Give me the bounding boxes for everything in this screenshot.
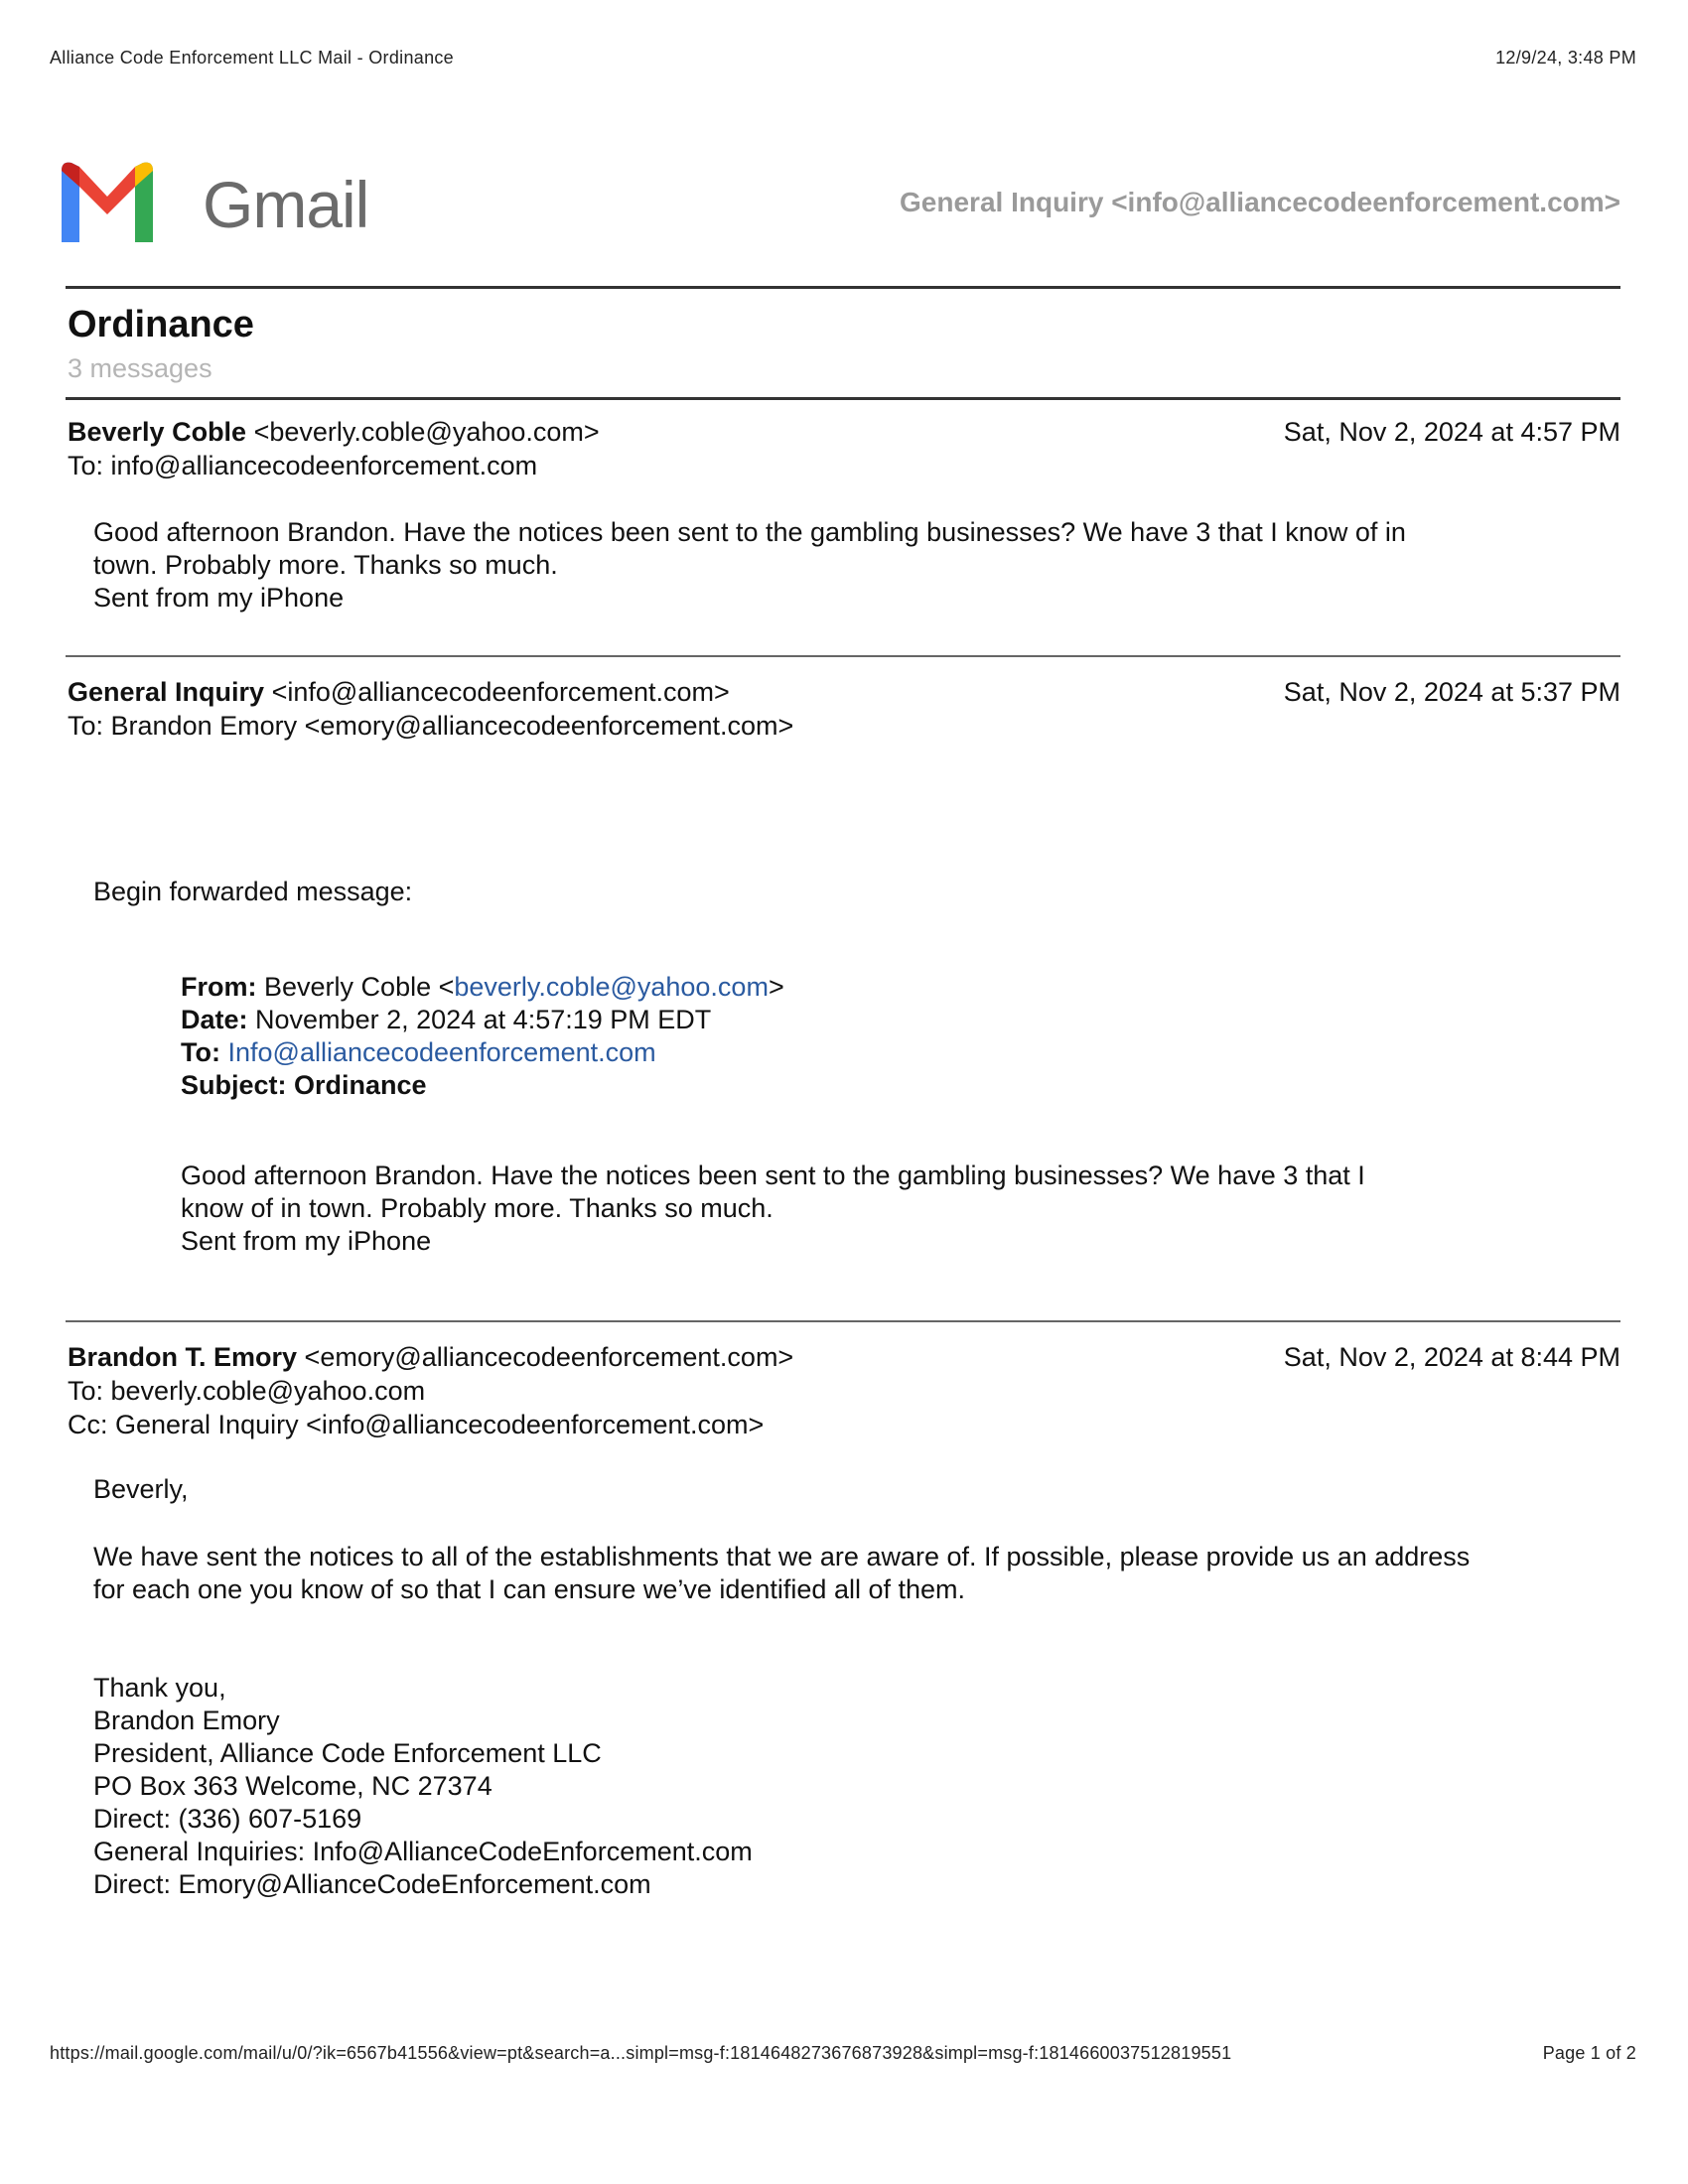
message-recipient: To: Brandon Emory <emory@alliancecodeenforcement.com> xyxy=(68,711,794,741)
divider xyxy=(66,286,1620,289)
forwarded-headers xyxy=(181,971,1529,1102)
sender-name: Brandon T. Emory xyxy=(68,1342,298,1372)
message-date: Sat, Nov 2, 2024 at 4:57 PM xyxy=(1283,417,1620,447)
print-title: Alliance Code Enforcement LLC Mail - Ordinance xyxy=(50,48,454,68)
sender-email: <emory@alliancecodeenforcement.com> xyxy=(304,1342,794,1372)
gmail-m-icon xyxy=(56,157,159,246)
message-date: Sat, Nov 2, 2024 at 8:44 PM xyxy=(1283,1342,1620,1372)
message-cc: Cc: General Inquiry <info@alliancecodeenforcement.com> xyxy=(68,1410,765,1439)
message-body: We have sent the notices to all of the establishments that we are aware of. If possible, please provide us an address for each one you know of so that I can ensure we’ve identified all of them. xyxy=(93,1542,1471,1604)
sender-email: <beverly.coble@yahoo.com> xyxy=(253,417,600,447)
thread-subject: Ordinance xyxy=(68,304,254,345)
forwarded-to-email-link[interactable]: Info@alliancecodeenforcement.com xyxy=(227,1037,656,1067)
gmail-wordmark: Gmail xyxy=(203,168,369,241)
print-header xyxy=(50,48,1636,71)
forwarded-from-email-link[interactable]: beverly.coble@yahoo.com xyxy=(454,972,769,1002)
print-url: https://mail.google.com/mail/u/0/?ik=6567b41556&view=pt&search=a...simpl=msg-f:1814648273676873928&simpl=msg-f:1814660037512819551 xyxy=(50,2043,1232,2063)
forwarded-from: From: Beverly Coble <beverly.coble@yahoo.com> xyxy=(181,972,784,1002)
message-header xyxy=(68,415,1620,482)
forwarded-date: Date: November 2, 2024 at 4:57:19 PM EDT xyxy=(181,1005,712,1034)
account-label: General Inquiry <info@alliancecodeenforcement.com> xyxy=(900,187,1620,217)
message-recipient: To: beverly.coble@yahoo.com xyxy=(68,1376,426,1406)
divider xyxy=(66,1320,1620,1322)
page-number: Page 1 of 2 xyxy=(1542,2043,1636,2063)
message-header xyxy=(68,1340,1620,1441)
message-signature: Thank you, Brandon Emory President, Alliance Code Enforcement LLC PO Box 363 Welcome, NC 27374 Direct: (336) 607-5169 General Inquiries: Info@AllianceCodeEnforcement.com Direct: Emory@AllianceCodeEnforcement.com xyxy=(93,1673,753,1899)
message-date: Sat, Nov 2, 2024 at 5:37 PM xyxy=(1283,677,1620,707)
print-footer xyxy=(50,2043,1636,2064)
message-greeting: Beverly, xyxy=(93,1474,189,1504)
divider xyxy=(66,655,1620,657)
message-header xyxy=(68,675,1620,743)
sender-name: General Inquiry xyxy=(68,677,265,707)
message-count: 3 messages xyxy=(68,353,212,383)
forwarded-body: Good afternoon Brandon. Have the notices been sent to the gambling businesses? We have 3 that I know of in town. Probably more. Thanks so much. Sent from my iPhone xyxy=(181,1160,1365,1256)
forwarded-subject: Subject: Ordinance xyxy=(181,1070,427,1100)
divider xyxy=(66,397,1620,400)
forwarded-to: To: Info@alliancecodeenforcement.com xyxy=(181,1037,656,1067)
message-body: Good afternoon Brandon. Have the notices been sent to the gambling businesses? We have 3 that I know of in town. Probably more. Thanks so much. Sent from my iPhone xyxy=(93,517,1406,613)
sender-email: <info@alliancecodeenforcement.com> xyxy=(271,677,730,707)
print-datetime: 12/9/24, 3:48 PM xyxy=(1495,48,1636,68)
message-recipient: To: info@alliancecodeenforcement.com xyxy=(68,451,538,480)
sender-name: Beverly Coble xyxy=(68,417,247,447)
gmail-logo xyxy=(56,157,383,246)
forward-intro: Begin forwarded message: xyxy=(93,877,413,906)
